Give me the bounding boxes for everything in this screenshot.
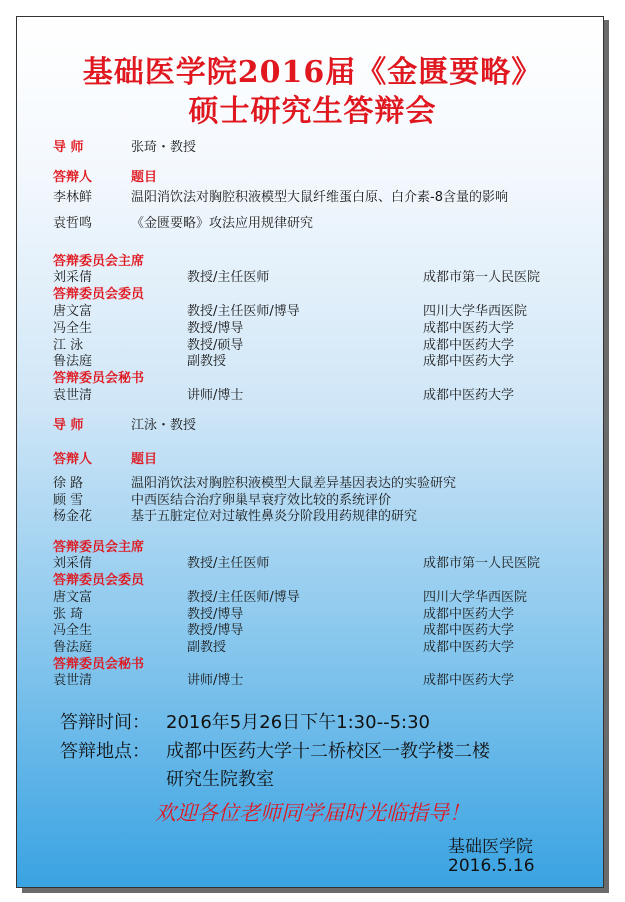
advisor-name: 江泳・教授 [131,418,197,433]
student-name: 李林鲜 [53,190,93,205]
committee-org: 成都中医药大学 [423,640,515,655]
place-label: 答辩地点： [60,741,150,762]
committee-org: 四川大学华西医院 [423,590,528,605]
defender-label: 答辩人 [53,452,93,467]
committee-org: 成都中医药大学 [423,321,515,336]
committee-title: 讲师/博士 [187,388,244,403]
committee-title: 教授/主任医师/博导 [187,304,300,319]
committee-name: 刘采倩 [53,556,93,571]
committee-name: 鲁法庭 [53,640,93,655]
topic-label: 题目 [131,170,158,185]
committee-name: 冯全生 [53,623,93,638]
committee-name: 江 泳 [53,338,84,353]
committee-org: 成都中医药大学 [423,607,515,622]
defender-label: 答辩人 [53,170,93,185]
committee-title: 教授/主任医师 [187,270,270,285]
committee-name: 冯全生 [53,321,93,336]
signature-school: 基础医学院 [448,837,533,857]
members-label: 答辩委员会委员 [53,573,145,588]
secretary-label: 答辩委员会秘书 [53,657,145,672]
defense-time: 2016年5月26日下午1:30--5:30 [166,712,430,733]
committee-title: 副教授 [187,640,227,655]
student-name: 徐 路 [53,476,84,491]
student-topic: 温阳消饮法对胸腔积液模型大鼠差异基因表达的实验研究 [131,476,457,491]
signature-date: 2016.5.16 [448,856,535,876]
committee-name: 袁世清 [53,673,93,688]
student-name: 杨金花 [53,509,93,524]
defense-place: 成都中医药大学十二桥校区一教学楼二楼 [166,741,490,762]
committee-name: 刘采倩 [53,270,93,285]
student-topic: 《金匮要略》攻法应用规律研究 [131,216,314,231]
time-label: 答辩时间： [60,712,150,733]
poster-title-line1: 基础医学院2016届《金匮要略》 [82,55,543,90]
committee-title: 教授/主任医师/博导 [187,590,300,605]
committee-title: 教授/硕导 [187,338,244,353]
student-topic: 基于五脏定位对过敏性鼻炎分阶段用药规律的研究 [131,509,418,524]
committee-title: 教授/博导 [187,607,244,622]
chair-label: 答辩委员会主席 [53,254,145,269]
student-name: 袁哲鸣 [53,216,93,231]
committee-title: 教授/博导 [187,321,244,336]
advisor-label: 导 师 [53,140,84,155]
committee-name: 张 琦 [53,607,84,622]
advisor-name: 张琦・教授 [131,140,197,155]
welcome-message: 欢迎各位老师同学届时光临指导！ [155,801,470,825]
committee-org: 成都中医药大学 [423,338,515,353]
committee-title: 教授/主任医师 [187,556,270,571]
committee-org: 成都市第一人民医院 [423,556,541,571]
student-name: 顾 雪 [53,493,84,508]
committee-org: 成都中医药大学 [423,623,515,638]
chair-label: 答辩委员会主席 [53,540,145,555]
committee-title: 副教授 [187,354,227,369]
committee-org: 成都中医药大学 [423,388,515,403]
committee-title: 讲师/博士 [187,673,244,688]
committee-name: 袁世清 [53,388,93,403]
defense-place-room: 研究生院教室 [166,769,274,790]
advisor-label: 导 师 [53,418,84,433]
student-topic: 中西医结合治疗卵巢早衰疗效比较的系统评价 [131,493,392,508]
members-label: 答辩委员会委员 [53,287,145,302]
committee-name: 唐文富 [53,590,93,605]
committee-org: 成都中医药大学 [423,673,515,688]
topic-label: 题目 [131,452,158,467]
poster-shadow-bottom [22,888,609,893]
poster-title-line2: 硕士研究生答辩会 [188,94,437,129]
secretary-label: 答辩委员会秘书 [53,371,145,386]
poster-shadow-right [604,20,609,892]
committee-org: 成都市第一人民医院 [423,270,541,285]
committee-org: 成都中医药大学 [423,354,515,369]
student-topic: 温阳消饮法对胸腔积液模型大鼠纤维蛋白原、白介素-8含量的影响 [131,190,508,205]
committee-org: 四川大学华西医院 [423,304,528,319]
committee-name: 鲁法庭 [53,354,93,369]
committee-name: 唐文富 [53,304,93,319]
committee-title: 教授/博导 [187,623,244,638]
